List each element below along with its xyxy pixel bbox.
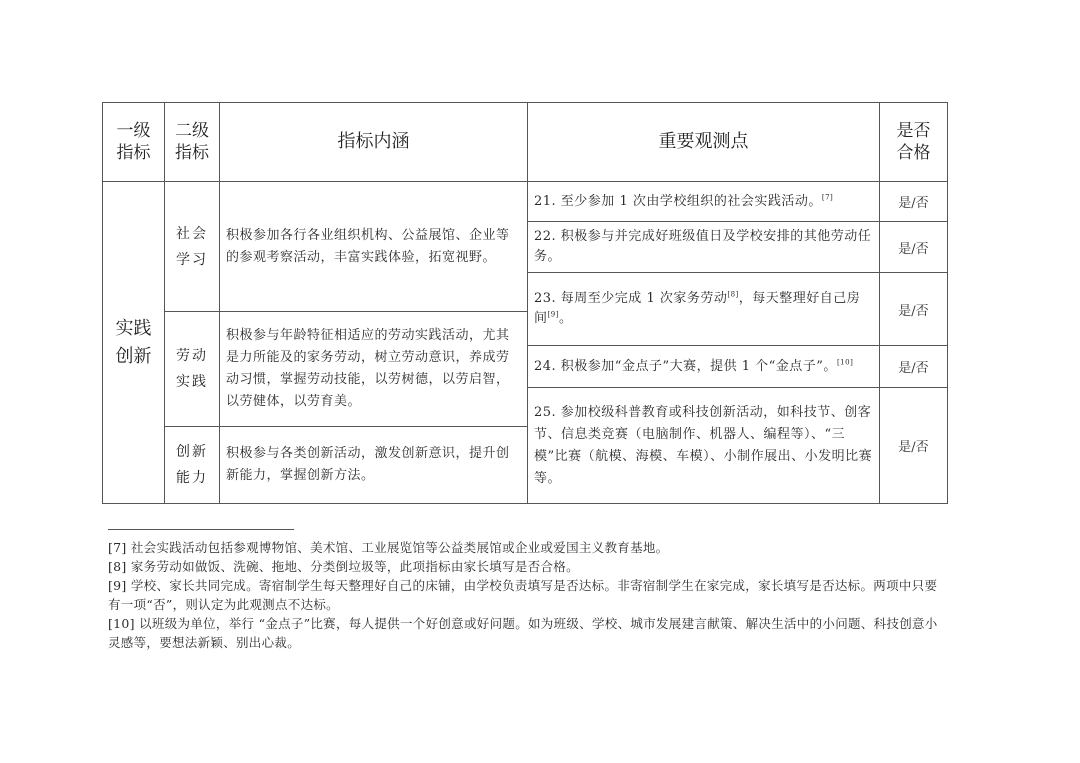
footnote-7: [7] 社会实践活动包括参观博物馆、美术馆、工业展览馆等公益类展馆或企业或爱国主义教育基地。 (108, 540, 669, 555)
header-level1: 一级 指标 (116, 121, 151, 163)
level2-social-learning: 社会 学习 (176, 225, 208, 268)
observation-text-end: 。 (558, 311, 573, 326)
observation-text: 25. 参加校级科普教育或科技创新活动，如科技节、创客节、信息类竞赛（电脑制作、机器人、编程等）、“三模”比赛（航模、海模、车模）、小制作展出、小发明比赛等。 (534, 404, 873, 486)
observation-text: 23. 每周至少完成 1 次家务劳动 (534, 291, 728, 306)
footnote-10: [10] 以班级为单位，举行 “金点子”比赛，每人提供一个好创意或好问题。如为班级、学校、城市发展建言献策、解决生活中的小问题、科技创意小灵感等，要想法新颖、别出心裁。 (108, 616, 938, 650)
observation-24 (528, 346, 879, 387)
footnote-8: [8] 家务劳动如做饭、洗碗、拖地、分类倒垃圾等，此项指标由家长填写是否合格。 (108, 559, 579, 574)
footnote-ref: [8] (727, 290, 739, 299)
content-innovation-ability: 积极参与各类创新活动，激发创新意识，提升创新能力，掌握创新方法。 (226, 446, 510, 483)
observation-text-tail: ，每天整理好自己房间 (534, 291, 861, 326)
content-labor-practice: 积极参与年龄特征相适应的劳动实践活动，尤其是力所能及的家务劳动，树立劳动意识，养成劳动习惯，掌握劳动技能，以劳树德，以劳启智，以劳健体，以劳育美。 (226, 328, 510, 409)
level2-labor-practice: 劳动 实践 (176, 348, 208, 390)
footnote-ref: [10] (836, 358, 854, 367)
content-social-learning: 积极参加各行各业组织机构、公益展馆、企业等的参观考察活动，丰富实践体验，拓宽视野。 (226, 227, 510, 265)
footnote-9: [9] 学校、家长共同完成。寄宿制学生每天整理好自己的床铺，由学校负责填写是否达标。非寄宿制学生在家完成，家长填写是否达标。两项中只要有一项“否”，则认定为此观测点不达标。 (108, 578, 938, 612)
observation-25 (528, 388, 879, 503)
header-content: 指标内涵 (337, 131, 410, 152)
result-22: 是/否 (898, 241, 929, 257)
footnote-separator (108, 529, 294, 530)
footnote-ref: [7] (821, 193, 834, 202)
observation-22 (528, 222, 879, 272)
observation-23 (528, 273, 879, 345)
observation-21 (528, 182, 879, 221)
observation-text: 22. 积极参与并完成好班级值日及学校安排的其他劳动任务。 (534, 229, 872, 264)
footnote-ref: [9] (547, 310, 559, 319)
header-observation: 重要观测点 (658, 131, 749, 152)
table-border-right (947, 102, 948, 504)
level2-innovation-ability: 创新 能力 (176, 444, 208, 486)
level1-practice-innovation: 实践 创新 (115, 317, 152, 367)
header-qualified: 是否 合格 (896, 121, 931, 163)
result-23: 是/否 (898, 303, 929, 319)
footnotes (108, 538, 940, 652)
evaluation-table (102, 102, 948, 504)
result-24: 是/否 (898, 361, 929, 376)
result-25: 是/否 (898, 440, 929, 455)
observation-text: 21. 至少参加 1 次由学校组织的社会实践活动。 (534, 193, 822, 209)
header-level2: 二级 指标 (175, 121, 209, 163)
table-border-bottom (102, 503, 948, 504)
result-21: 是/否 (898, 196, 929, 211)
observation-text: 24. 积极参加“金点子”大赛，提供 1 个“金点子”。 (534, 358, 837, 374)
